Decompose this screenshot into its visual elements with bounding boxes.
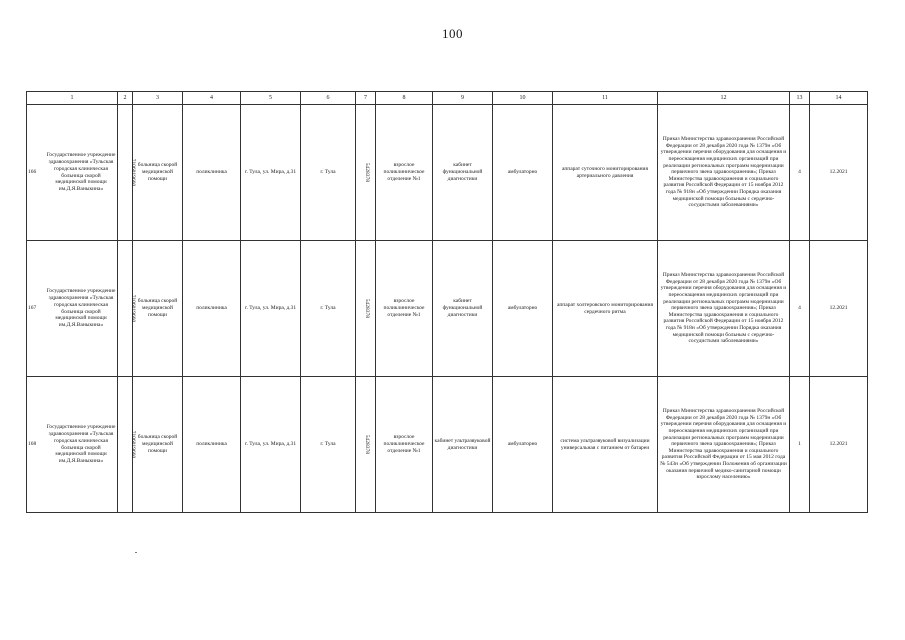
cell-city: г. Тула bbox=[301, 377, 356, 513]
column-header: 14 bbox=[810, 92, 868, 105]
cell-type: больница скорой медицинской помощи bbox=[133, 377, 183, 513]
cell-condition: амбулаторно bbox=[493, 241, 553, 377]
cell-quantity: 4 bbox=[790, 241, 810, 377]
page-number: 100 bbox=[442, 26, 463, 41]
column-header: 2 bbox=[118, 92, 133, 105]
cell-org bbox=[27, 105, 118, 241]
equipment-register-table bbox=[26, 91, 868, 513]
cell-org bbox=[27, 241, 118, 377]
cell-address: г. Тула, ул. Мира, д.31 bbox=[241, 241, 301, 377]
row-number: 166 bbox=[28, 169, 37, 176]
cell-quantity: 1 bbox=[790, 377, 810, 513]
cell-cabinet: кабинет функциональной диагностики bbox=[433, 241, 493, 377]
okato-code: 5428378 bbox=[364, 434, 371, 455]
cell-address: г. Тула, ул. Мира, д.31 bbox=[241, 377, 301, 513]
cell-okato bbox=[356, 105, 376, 241]
column-number-row bbox=[27, 92, 868, 105]
org-code: 7106019660 bbox=[130, 158, 137, 187]
cell-department: взрослое поликлиническое отделение №1 bbox=[376, 377, 433, 513]
cell-basis: Приказ Министерства здравоохранения Российской Федерации от 28 декабря 2020 года № 1379н «Об утверждении перечня оборудования для оснащения и переоснащения медицинских организаций при реализации региональных программ модернизации первичного звена здравоохранения»; Приказ Министерства здравоохранения и социального развития Российской Федерации от 15 ноября 2012 года № 918н «Об утверждении Порядка оказания медицинской помощи больным с сердечно-сосудистыми заболеваниями» bbox=[658, 241, 790, 377]
column-header: 3 bbox=[133, 92, 183, 105]
column-header: 11 bbox=[553, 92, 658, 105]
column-header: 9 bbox=[433, 92, 493, 105]
cell-address: г. Тула, ул. Мира, д.31 bbox=[241, 105, 301, 241]
cell-okato bbox=[356, 377, 376, 513]
cell-okato bbox=[356, 241, 376, 377]
scan-speck bbox=[135, 552, 137, 553]
cell-date: 12.2021 bbox=[810, 377, 868, 513]
cell-unit: поликлиника bbox=[183, 377, 241, 513]
cell-cabinet: кабинет ультразвуковой диагностики bbox=[433, 377, 493, 513]
cell-department: взрослое поликлиническое отделение №1 bbox=[376, 241, 433, 377]
table-row bbox=[27, 241, 868, 377]
cell-equipment: система ультразвуковой визуализации универсальная с питанием от батареи bbox=[553, 377, 658, 513]
cell-unit: поликлиника bbox=[183, 241, 241, 377]
column-header: 7 bbox=[356, 92, 376, 105]
column-header: 8 bbox=[376, 92, 433, 105]
table-row bbox=[27, 377, 868, 513]
cell-condition: амбулаторно bbox=[493, 105, 553, 241]
cell-quantity: 4 bbox=[790, 105, 810, 241]
cell-date: 12.2021 bbox=[810, 241, 868, 377]
cell-equipment: аппарат суточного мониторирования артериального давления bbox=[553, 105, 658, 241]
cell-basis: Приказ Министерства здравоохранения Российской Федерации от 28 декабря 2020 года № 1379н «Об утверждении перечня оборудования для оснащения и переоснащения медицинских организаций при реализации региональных программ модернизации первичного звена здравоохранения»; Приказ Министерства здравоохранения и социального развития Российской Федерации от 15 ноября 2012 года № 918н «Об утверждении Порядка оказания медицинской помощи больным с сердечно-сосудистыми заболеваниями» bbox=[658, 105, 790, 241]
organization-name: Государственное учреждение здравоохранения «Тульская городская клиническая больница скорой медицинской помощи им.Д.Я.Ваныкина» bbox=[46, 152, 116, 193]
column-header: 13 bbox=[790, 92, 810, 105]
cell-type: больница скорой медицинской помощи bbox=[133, 105, 183, 241]
cell-code bbox=[118, 377, 137, 513]
column-header: 4 bbox=[183, 92, 241, 105]
cell-type: больница скорой медицинской помощи bbox=[133, 241, 183, 377]
column-header: 12 bbox=[658, 92, 790, 105]
cell-unit: поликлиника bbox=[183, 105, 241, 241]
organization-name: Государственное учреждение здравоохранения «Тульская городская клиническая больница скорой медицинской помощи им.Д.Я.Ваныкина» bbox=[46, 288, 116, 329]
org-code: 7106019660 bbox=[130, 294, 137, 323]
cell-department: взрослое поликлиническое отделение №1 bbox=[376, 105, 433, 241]
cell-equipment: аппарат холтеровского мониторирования сердечного ритма bbox=[553, 241, 658, 377]
cell-org bbox=[27, 377, 118, 513]
cell-date: 12.2021 bbox=[810, 105, 868, 241]
row-number: 168 bbox=[28, 441, 37, 448]
column-header: 6 bbox=[301, 92, 356, 105]
org-code: 7106019660 bbox=[130, 430, 137, 459]
cell-code bbox=[118, 241, 137, 377]
cell-city: г. Тула bbox=[301, 241, 356, 377]
cell-basis: Приказ Министерства здравоохранения Российской Федерации от 28 декабря 2020 года № 1379н «Об утверждении перечня оборудования для оснащения и переоснащения медицинских организаций при реализации региональных программ модернизации первичного звена здравоохранения»; Приказ Министерства здравоохранения и социального развития Российской Федерации от 15 мая 2012 года № 543н «Об утверждении Положения об организации оказания первичной медико-санитарной помощи взрослому населению» bbox=[658, 377, 790, 513]
cell-cabinet: кабинет функциональной диагностики bbox=[433, 105, 493, 241]
cell-condition: амбулаторно bbox=[493, 377, 553, 513]
column-header: 1 bbox=[27, 92, 118, 105]
column-header: 10 bbox=[493, 92, 553, 105]
table-row bbox=[27, 105, 868, 241]
okato-code: 5428378 bbox=[364, 162, 371, 183]
okato-code: 5428378 bbox=[364, 298, 371, 319]
row-number: 167 bbox=[28, 305, 37, 312]
cell-city: г. Тула bbox=[301, 105, 356, 241]
column-header: 5 bbox=[241, 92, 301, 105]
cell-code bbox=[118, 105, 137, 241]
organization-name: Государственное учреждение здравоохранения «Тульская городская клиническая больница скорой медицинской помощи им.Д.Я.Ваныкина» bbox=[46, 424, 116, 465]
